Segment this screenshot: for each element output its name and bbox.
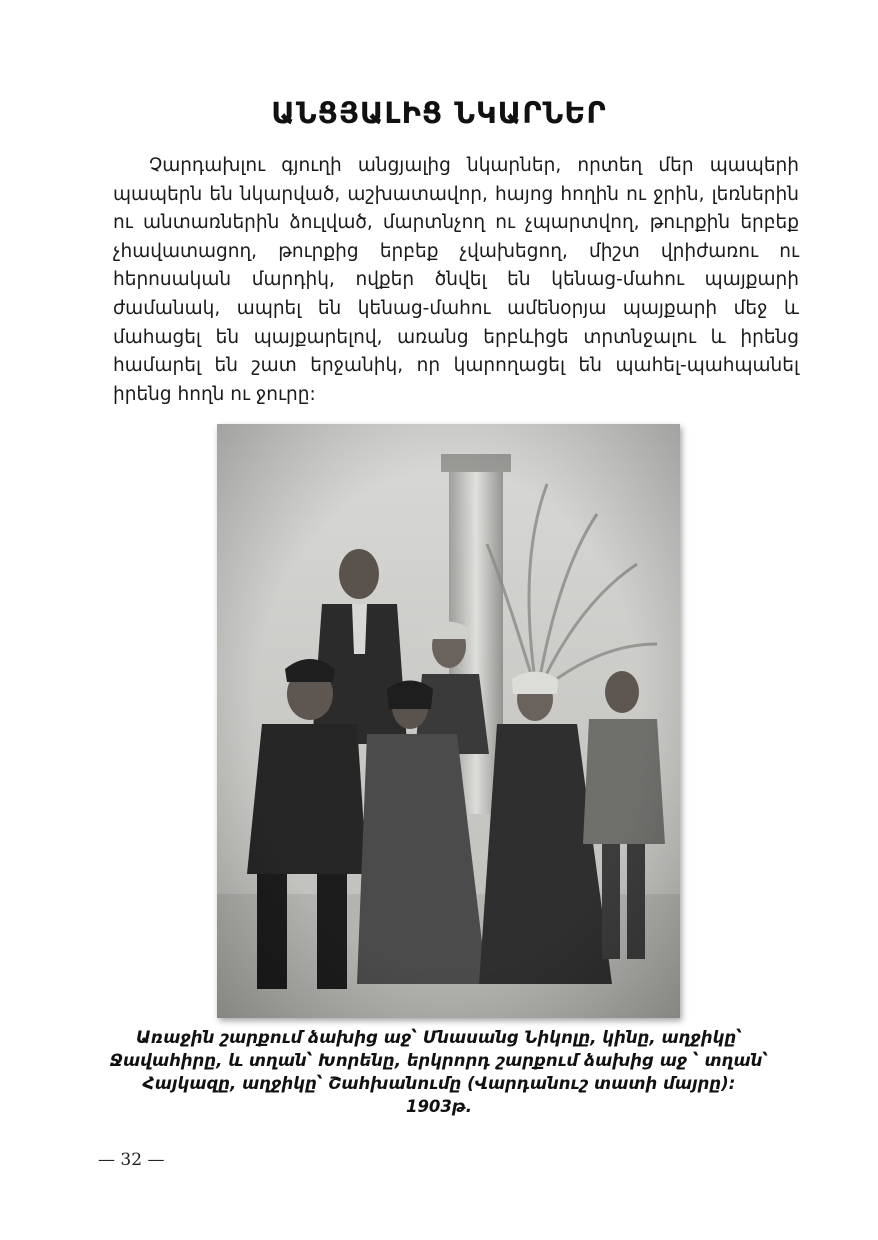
family-photograph bbox=[217, 424, 680, 1018]
family-photograph-image bbox=[217, 424, 680, 1018]
caption-text: Առաջին շարքում ձախից աջ՝ Մնասանց Նիկոլը, կինը, աղջիկը՝ Ջավահիրը, և տղան՝ Խորենը, երկրորդ շարքում ձախից աջ ՝ տղան՝ Հայկազը, աղջիկը՝ Շահխանումը (Վարդանուշ տատի մայրը): bbox=[109, 1028, 769, 1093]
caption-year: 1903թ. bbox=[405, 1097, 473, 1116]
body-paragraph: Չարդախլու գյուղի անցյալից նկարներ, որտեղ մեր պապերի պապերն են նկարված, աշխատավոր, հայոց հողին ու ջրին, լեռներին ու անտառներին ձուլված, մարտնչող ու չպարտվող, թուրքին երբեք չհավատացող, թուրքից երբեք չվախեցող, միշտ վրիժառու ու հերոսական մարդիկ, ովքեր ծնվել են կենաց-մահու պայքարի ժամանակ, ապրել են կենաց-մահու ամենօրյա պայքարի մեջ և մահացել են պայքարելով, առանց երբևիցե տրտնջալու և իրենց համարել են շատ երջանիկ, որ կարողացել են պահել-պահպանել իրենց հողն ու ջուրը: bbox=[113, 155, 799, 405]
page-title: ԱՆՑՅԱԼԻՑ ՆԿԱՐՆԵՐ bbox=[271, 96, 607, 130]
page-number: — 32 — bbox=[98, 1150, 165, 1170]
photo-caption bbox=[80, 1026, 798, 1118]
